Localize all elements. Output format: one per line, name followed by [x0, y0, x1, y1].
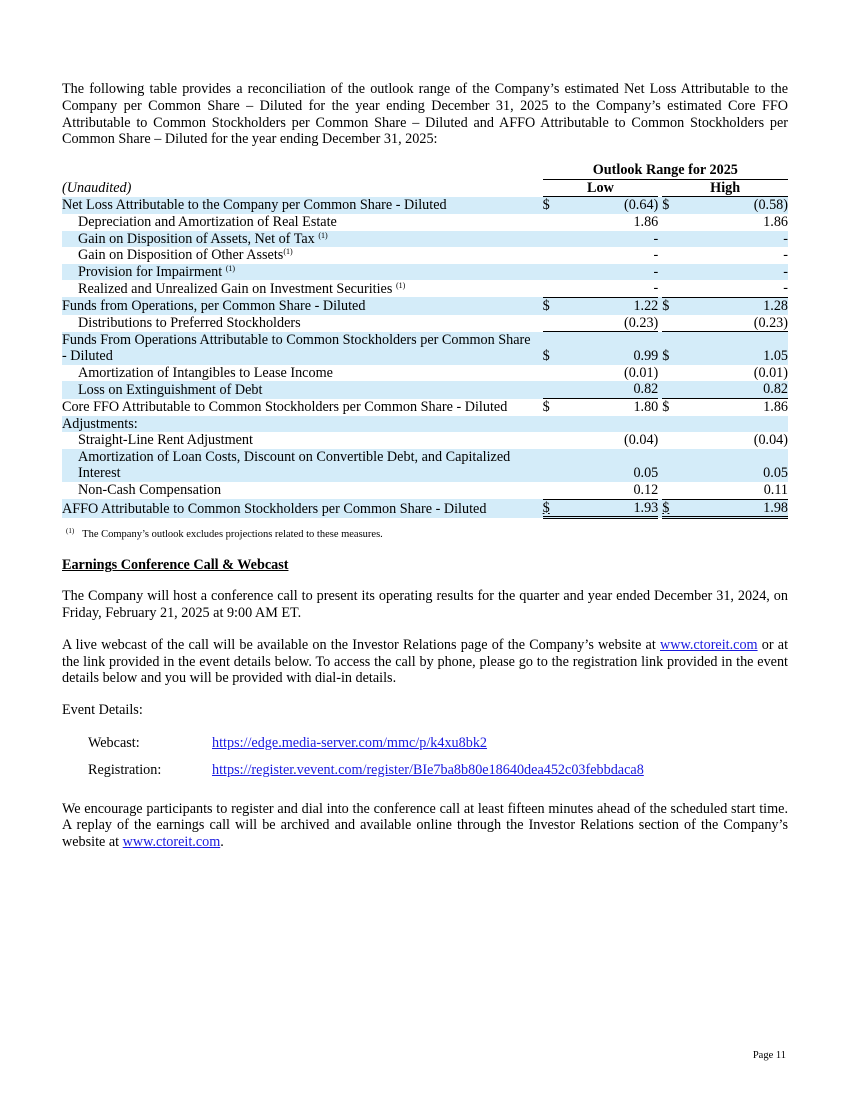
- row-label: Gain on Disposition of Other Assets: [78, 247, 284, 264]
- high-header: High: [662, 179, 788, 197]
- high-value: 0.82: [672, 381, 788, 398]
- webcast-label: Webcast:: [88, 734, 140, 751]
- table-row: [62, 247, 788, 264]
- outlook-range-header: Outlook Range for 2025: [543, 162, 788, 179]
- unaudited-label: (Unaudited): [62, 180, 132, 197]
- low-value: -: [553, 264, 659, 281]
- footnote-marker: (1): [283, 247, 293, 257]
- footnote-marker: (1): [318, 230, 328, 240]
- table-footnote: [66, 529, 788, 540]
- row-label: AFFO Attributable to Common Stockholders per Common Share - Diluted: [62, 499, 539, 518]
- table-row: [62, 332, 788, 365]
- table-row: [62, 432, 788, 449]
- registration-link[interactable]: https://register.vevent.com/register/BIe7ba8b80e18640dea452c03febbdaca8: [212, 761, 644, 778]
- low-header: Low: [543, 179, 659, 197]
- low-value: -: [553, 280, 659, 297]
- registration-row: [88, 762, 788, 779]
- low-value: (0.04): [623, 432, 659, 449]
- footnote-number: (1): [66, 527, 75, 536]
- low-value: 0.99: [553, 332, 659, 365]
- table-row: [62, 449, 788, 482]
- low-value: (0.64): [553, 197, 659, 214]
- high-value: -: [672, 264, 788, 281]
- high-value: (0.01): [753, 364, 788, 381]
- low-dollar: $: [543, 297, 553, 314]
- low-value: 0.12: [553, 482, 659, 499]
- row-label: Straight-Line Rent Adjustment: [78, 432, 253, 449]
- row-label-cell: [62, 264, 539, 281]
- table-row: [62, 399, 788, 416]
- row-label-cell: [62, 280, 539, 297]
- high-value: 0.05: [672, 449, 788, 482]
- row-label: Funds From Operations Attributable to Common Stockholders per Common Share - Diluted: [62, 332, 539, 365]
- high-value: -: [783, 247, 788, 264]
- high-dollar: $: [662, 297, 672, 314]
- row-label: Realized and Unrealized Gain on Investment Securities: [78, 280, 393, 297]
- table-row: [62, 264, 788, 281]
- low-dollar: $: [542, 399, 550, 415]
- high-value: (0.23): [672, 315, 788, 332]
- low-value: -: [653, 247, 659, 264]
- footnote-marker: (1): [225, 263, 236, 273]
- outlook-reconciliation-table: [62, 162, 788, 519]
- document-page: [62, 81, 788, 851]
- low-value: (0.01): [623, 364, 659, 381]
- high-value: (0.58): [672, 197, 788, 214]
- table-row: [62, 381, 788, 398]
- low-value: 1.86: [633, 213, 659, 230]
- website-link-2[interactable]: www.ctoreit.com: [122, 834, 221, 851]
- row-label: Net Loss Attributable to the Company per Common Share - Diluted: [62, 197, 539, 214]
- high-value: 1.28: [672, 297, 788, 314]
- row-label: Distributions to Preferred Stockholders: [78, 315, 301, 332]
- row-label: Amortization of Intangibles to Lease Income: [78, 364, 333, 381]
- table-row: [62, 297, 788, 314]
- high-value: -: [672, 280, 788, 297]
- webcast-link[interactable]: https://edge.media-server.com/mmc/p/k4xu8bk2: [212, 734, 488, 751]
- high-value: 1.05: [672, 332, 788, 365]
- row-label-cell: [62, 247, 539, 264]
- table-header-range: [62, 162, 788, 179]
- table-row: [62, 214, 788, 231]
- table-row: [62, 365, 788, 382]
- row-label: Amortization of Loan Costs, Discount on Convertible Debt, and Capitalized Interest: [62, 449, 539, 482]
- low-dollar: $: [543, 197, 553, 214]
- low-value: (0.23): [553, 315, 659, 332]
- low-dollar: $: [543, 332, 553, 365]
- footnote-marker: (1): [395, 280, 406, 290]
- table-row: [62, 416, 788, 433]
- event-details-label: Event Details:: [62, 702, 143, 719]
- row-label: Depreciation and Amortization of Real Estate: [78, 213, 337, 230]
- table-row: [62, 315, 788, 332]
- table-row: [62, 280, 788, 297]
- row-label: Adjustments:: [62, 416, 539, 433]
- row-label: Core FFO Attributable to Common Stockholders per Common Share - Diluted: [62, 399, 508, 415]
- row-label: Loss on Extinguishment of Debt: [62, 381, 539, 398]
- low-dollar: $: [543, 499, 553, 518]
- high-value: -: [672, 231, 788, 248]
- high-dollar: $: [662, 332, 672, 365]
- row-label: Non-Cash Compensation: [78, 482, 222, 499]
- high-value: (0.04): [753, 432, 788, 449]
- table-row: [62, 499, 788, 518]
- webcast-row: [88, 735, 788, 752]
- low-value: 1.22: [553, 297, 659, 314]
- high-value: 1.98: [672, 499, 788, 518]
- table-row: [62, 197, 788, 214]
- row-label-cell: [62, 231, 539, 248]
- low-value: -: [553, 231, 659, 248]
- intro-paragraph: The following table provides a reconciliation of the outlook range of the Company’s estimated Net Loss Attributable to the Company per Common Share – Diluted for the year ending December 31, 2025 to the Company’s estimated Core FFO Attributable to Common Stockholders per Common Share – Diluted and AFFO Attributable to Common Stockholders per Common Share – Diluted for the year ending December 31, 2025:: [62, 81, 788, 148]
- low-value: 0.82: [553, 381, 659, 398]
- table-header-cols: [62, 179, 788, 197]
- table-row: [62, 231, 788, 248]
- low-value: 0.05: [553, 449, 659, 482]
- table-row: [62, 482, 788, 499]
- row-label: Provision for Impairment: [78, 263, 223, 280]
- high-dollar: $: [662, 197, 672, 214]
- low-value: 1.80: [633, 399, 659, 415]
- high-value: 1.86: [763, 399, 788, 415]
- page-number: Page 11: [752, 1050, 786, 1061]
- high-dollar: $: [662, 399, 670, 415]
- footnote-text: The Company’s outlook excludes projections related to these measures.: [82, 529, 383, 541]
- section-title: Earnings Conference Call & Webcast: [62, 557, 289, 574]
- low-value: 1.93: [553, 499, 659, 518]
- high-value: 0.11: [672, 482, 788, 499]
- high-dollar: $: [662, 499, 672, 518]
- call-paragraph-3: We encourage participants to register and dial into the conference call at least fifteen minutes ahead of the scheduled start time. A replay of the earnings call will be archived and available online through the Investor Relations section of the Company’s website at www.ctoreit.com.: [62, 800, 788, 851]
- call-paragraph-2: A live webcast of the call will be available on the Investor Relations page of the Company’s website at www.ctoreit.com or at the link provided in the event details below. To access the call by phone, please go to the registration link provided in the event details below and you will be provided with dial-in details.: [62, 636, 789, 687]
- high-value: 1.86: [763, 213, 788, 230]
- row-label: Gain on Disposition of Assets, Net of Tax: [78, 230, 315, 247]
- row-label: Funds from Operations, per Common Share - Diluted: [62, 297, 539, 314]
- website-link[interactable]: www.ctoreit.com: [660, 636, 758, 653]
- call-paragraph-1: The Company will host a conference call to present its operating results for the quarter and year ended December 31, 2024, on Friday, February 21, 2025 at 9:00 AM ET.: [62, 588, 788, 621]
- registration-label: Registration:: [88, 761, 162, 778]
